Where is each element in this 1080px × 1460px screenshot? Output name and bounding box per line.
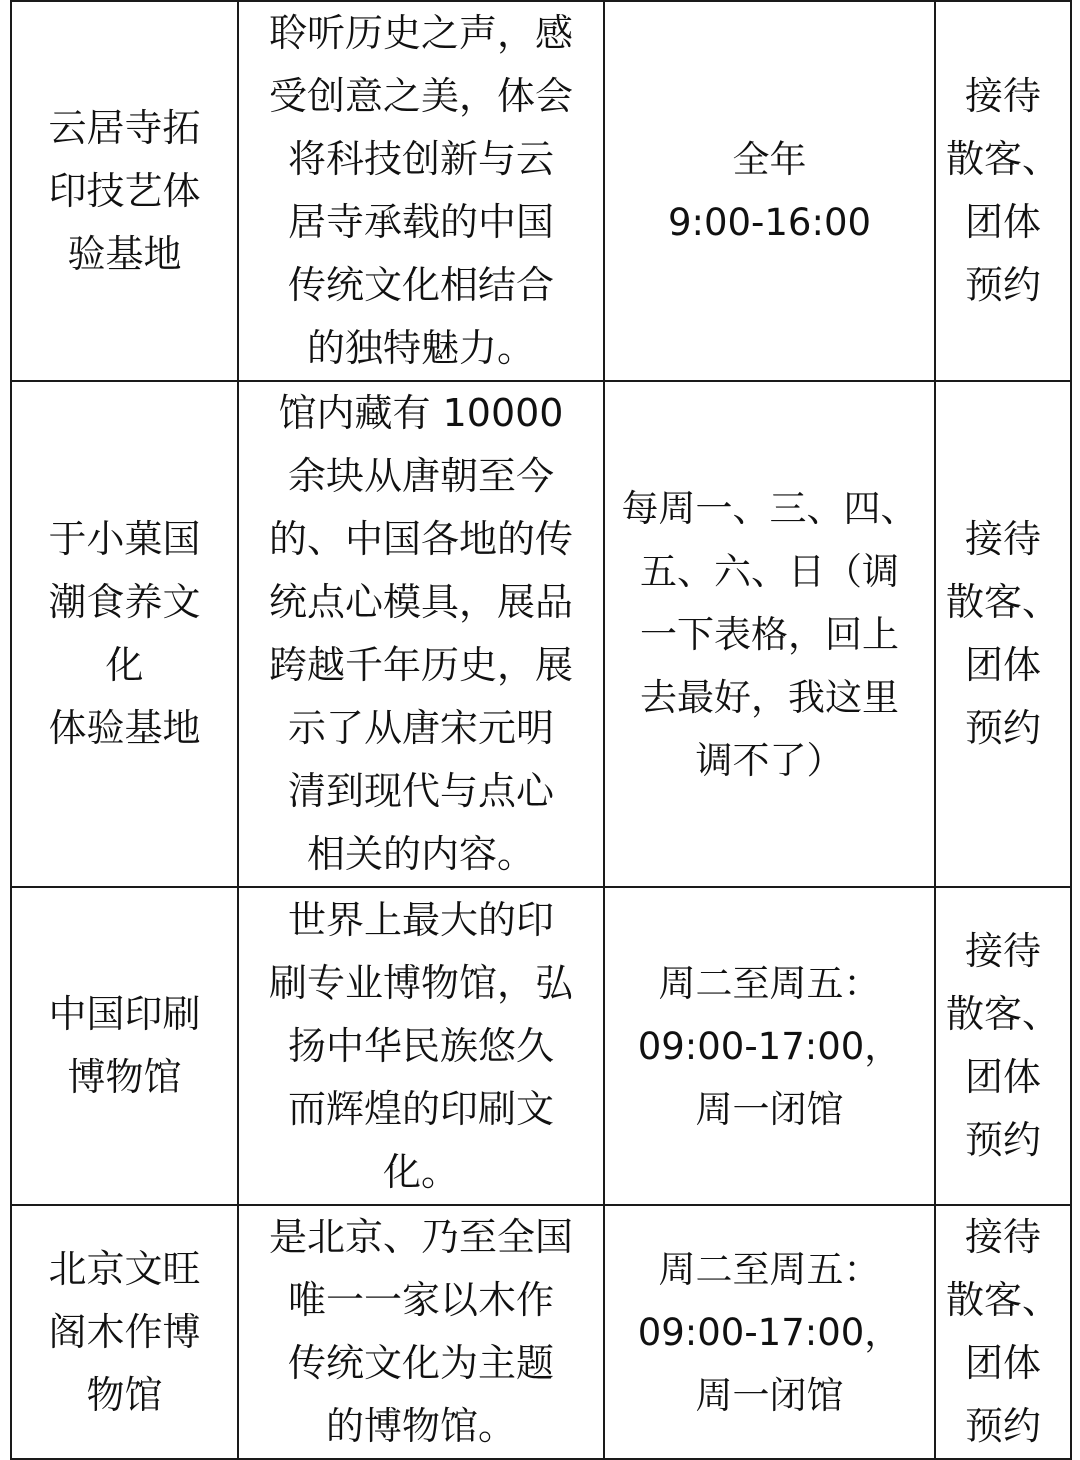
table-row-wenwangge-museum xyxy=(11,1205,1071,1459)
table-row-yuxiaoguo xyxy=(11,381,1071,887)
venue-table xyxy=(10,0,1072,1460)
reception-type-cell: 接待 散客、 团体 预约 xyxy=(935,381,1071,887)
venue-name-cell: 中国印刷 博物馆 xyxy=(11,887,238,1205)
opening-hours-cell: 周二至周五： 09:00-17:00， 周一闭馆 xyxy=(604,887,935,1205)
reception-type-cell: 接待 散客、 团体 预约 xyxy=(935,1,1071,381)
venue-description-cell: 世界上最大的印 刷专业博物馆，弘 扬中华民族悠久 而辉煌的印刷文 化。 xyxy=(238,887,604,1205)
opening-hours-cell: 周二至周五： 09:00-17:00， 周一闭馆 xyxy=(604,1205,935,1459)
venue-name-cell: 北京文旺 阁木作博 物馆 xyxy=(11,1205,238,1459)
opening-hours-cell: 每周一、三、四、 五、六、日（调 一下表格，回上 去最好，我这里 调不了） xyxy=(604,381,935,887)
reception-type-cell: 接待 散客、 团体 预约 xyxy=(935,887,1071,1205)
table-row-yunjusi xyxy=(11,1,1071,381)
table-row-printing-museum xyxy=(11,887,1071,1205)
venue-name-cell: 云居寺拓 印技艺体 验基地 xyxy=(11,1,238,381)
venue-description-cell: 聆听历史之声，感 受创意之美，体会 将科技创新与云 居寺承载的中国 传统文化相结合 的独特魅力。 xyxy=(238,1,604,381)
venue-name-cell: 于小菓国 潮食养文 化 体验基地 xyxy=(11,381,238,887)
venue-description-cell: 是北京、乃至全国 唯一一家以木作 传统文化为主题 的博物馆。 xyxy=(238,1205,604,1459)
reception-type-cell: 接待 散客、 团体 预约 xyxy=(935,1205,1071,1459)
venue-description-cell: 馆内藏有 10000 余块从唐朝至今 的、中国各地的传 统点心模具，展品 跨越千年历史，展 示了从唐宋元明 清到现代与点心 相关的内容。 xyxy=(238,381,604,887)
opening-hours-cell: 全年 9:00-16:00 xyxy=(604,1,935,381)
